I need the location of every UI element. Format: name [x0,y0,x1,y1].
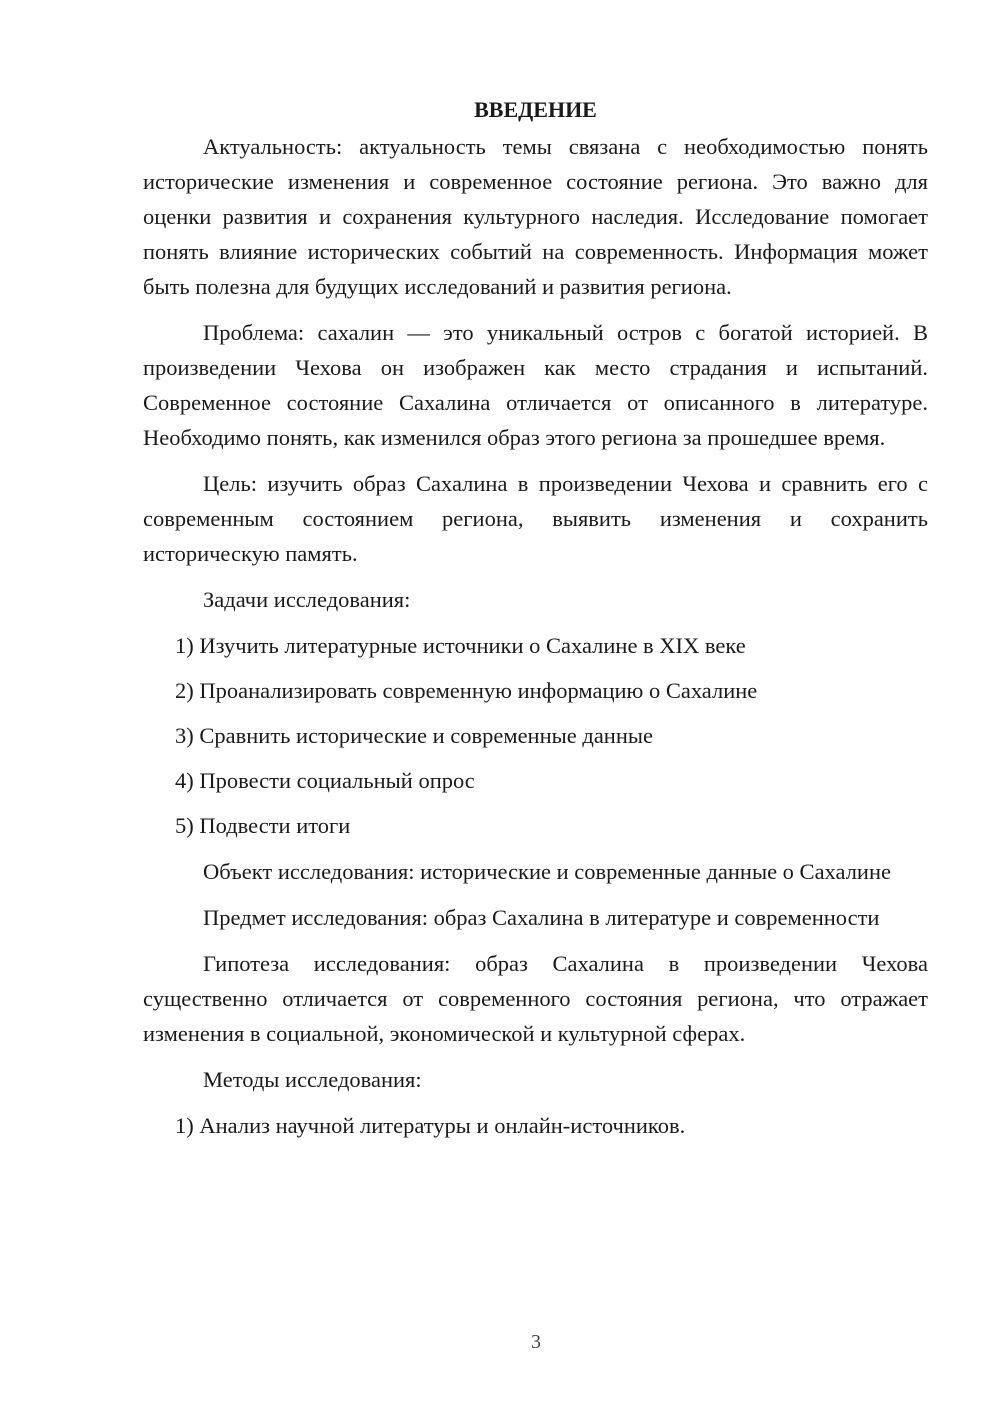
page-number: 3 [531,1331,541,1353]
list-item: 2) Проанализировать современную информацию о Сахалине [175,678,758,703]
problem-paragraph: Проблема: сахалин — это уникальный остров с богатой историей. В произведении Чехова он изображен как место страдания и испытаний. Современное состояние Сахалина отличается от описанного в литературе. Необходимо понять, как изменился образ этого региона за прошедшее время. [143,320,928,450]
object-paragraph: Объект исследования: исторические и современные данные о Сахалине [203,859,891,884]
tasks-heading: Задачи исследования: [203,587,411,612]
tasks-list [143,628,928,843]
page-title: ВВЕДЕНИЕ [474,97,597,122]
list-item: 3) Сравнить исторические и современные данные [175,723,653,748]
list-item: 1) Изучить литературные источники о Сахалине в XIX веке [175,633,746,658]
document-page [143,92,928,1154]
goal-paragraph: Цель: изучить образ Сахалина в произведении Чехова и сравнить его с современным состоянием региона, выявить изменения и сохранить историческую память. [143,471,928,566]
list-item: 5) Подвести итоги [175,813,351,838]
methods-list [143,1108,928,1143]
relevance-paragraph: Актуальность: актуальность темы связана с необходимостью понять исторические изменения и современное состояние региона. Это важно для оценки развития и сохранения культурного наследия. Исследование помогает понять влияние исторических событий на современность. Информация может быть полезна для будущих исследований и развития региона. [143,134,928,299]
subject-paragraph: Предмет исследования: образ Сахалина в литературе и современности [203,905,880,930]
hypothesis-paragraph: Гипотеза исследования: образ Сахалина в произведении Чехова существенно отличается от современного состояния региона, что отражает изменения в социальной, экономической и культурной сферах. [143,951,928,1046]
list-item: 4) Провести социальный опрос [175,768,475,793]
methods-heading: Методы исследования: [203,1067,422,1092]
list-item: 1) Анализ научной литературы и онлайн-источников. [175,1113,686,1138]
